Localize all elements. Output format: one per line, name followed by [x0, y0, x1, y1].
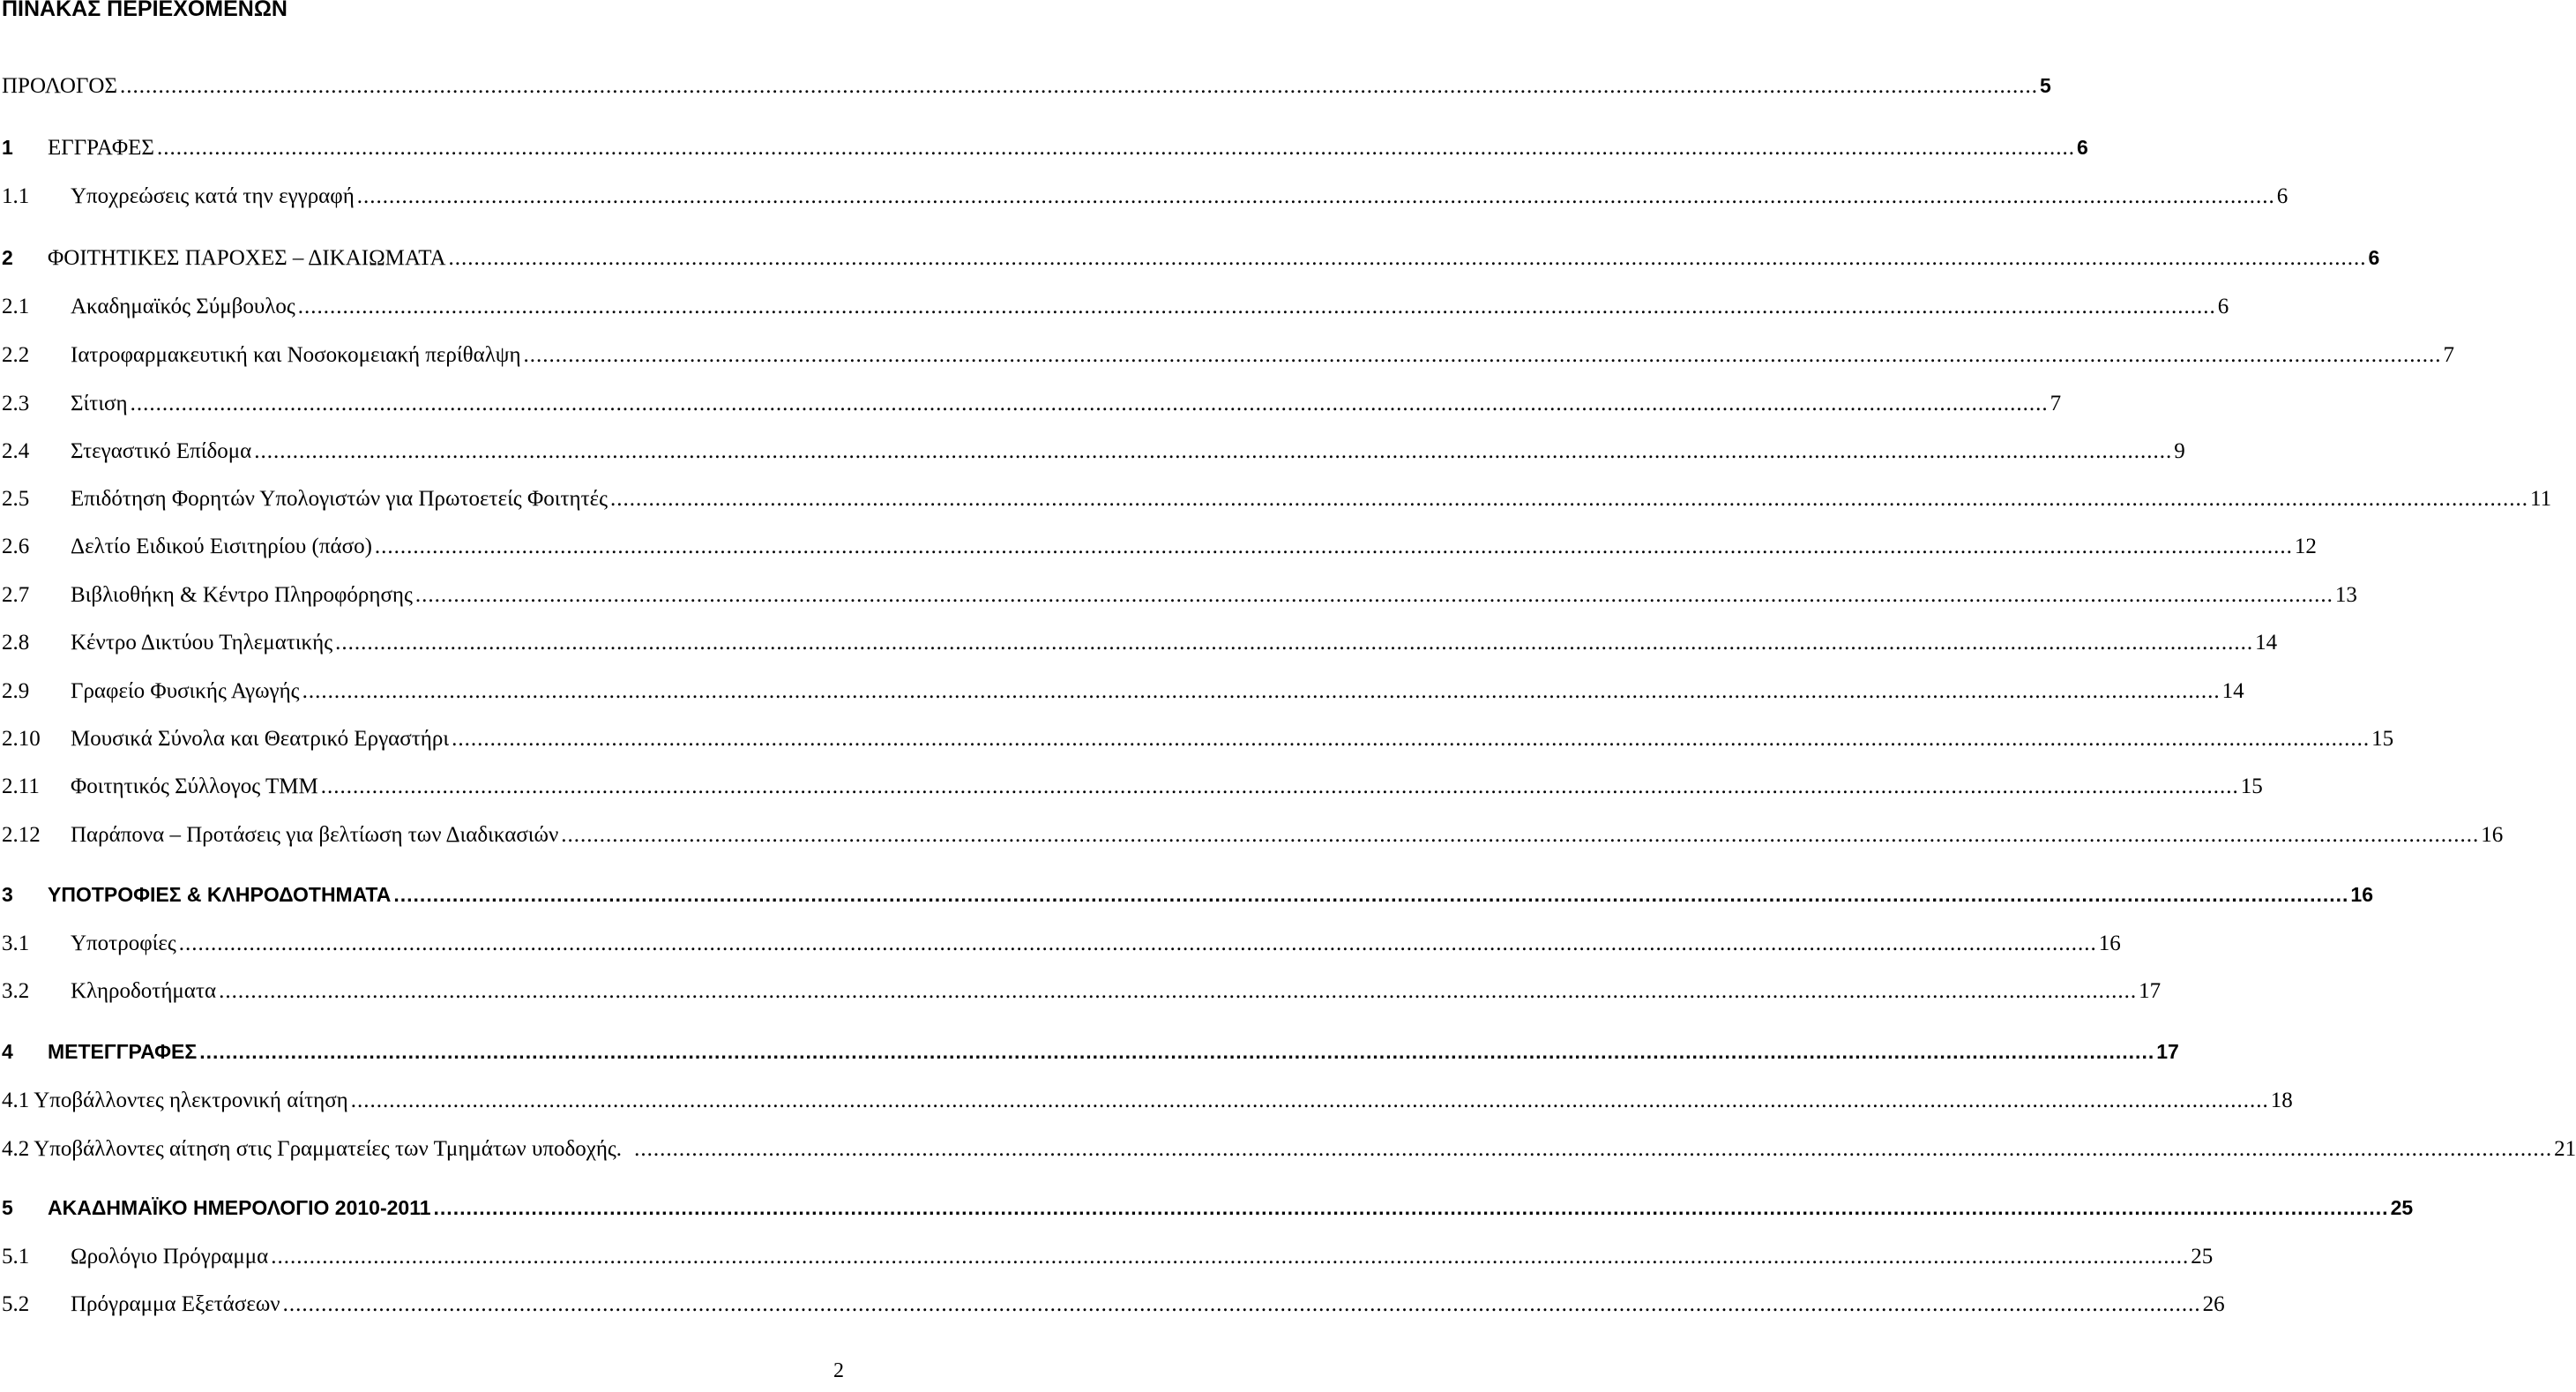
toc-entry-chapter-4[interactable] — [2, 1034, 2179, 1069]
toc-entry-page: 6 — [2076, 136, 2088, 159]
toc-entry-title: Υποχρεώσεις κατά την εγγραφή — [71, 184, 355, 208]
toc-entry-number: 2.7 — [2, 583, 30, 607]
toc-entry-number: 3.2 — [2, 979, 30, 1003]
toc-entry-page: 15 — [2240, 775, 2263, 798]
dot-leader: ............................................................................................................................................................................................................................................................................................................ — [219, 979, 2138, 1003]
toc-entry-5-1[interactable] — [2, 1239, 2214, 1275]
dot-leader: ............................................................................................................................................................................................................................................................................................................ — [120, 74, 2039, 98]
toc-entry-number: 4 — [2, 1040, 13, 1063]
toc-entry-page: 11 — [2530, 487, 2552, 511]
dot-leader: ............................................................................................................................................................................................................................................................................................................ — [523, 343, 2442, 367]
toc-entry-page: 6 — [2368, 246, 2380, 269]
dot-leader: ............................................................................................................................................................................................................................................................................................................ — [302, 679, 2221, 703]
toc-entry-page: 16 — [2350, 883, 2374, 906]
toc-entry-number: 5 — [2, 1196, 13, 1219]
toc-entry-page: 25 — [2191, 1245, 2214, 1269]
toc-entry-page: 26 — [2202, 1292, 2225, 1316]
toc-entry-page: 14 — [2255, 631, 2278, 655]
dot-leader: ............................................................................................................................................................................................................................................................................................................ — [414, 583, 2333, 607]
toc-entry-number: 2.6 — [2, 535, 30, 558]
toc-entry-page: 17 — [2156, 1040, 2179, 1063]
toc-entry-2-5[interactable] — [2, 482, 2552, 517]
dot-leader: ............................................................................................................................................................................................................................................................................................................ — [356, 184, 2275, 208]
toc-entry-1-1[interactable] — [2, 179, 2289, 214]
toc-entry-title: Σίτιση — [71, 392, 128, 415]
toc-entry-number: 4.1 — [2, 1089, 30, 1112]
dot-leader: ............................................................................................................................................................................................................................................................................................................ — [199, 1040, 2155, 1063]
toc-entry-page: 16 — [2481, 823, 2504, 847]
dot-leader: ............................................................................................................................................................................................................................................................................................................ — [561, 823, 2480, 847]
toc-entry-number: 2.5 — [2, 487, 30, 511]
toc-entry-page: 16 — [2098, 932, 2121, 955]
toc-entry-chapter-3[interactable] — [2, 877, 2374, 912]
toc-entry-2-6[interactable] — [2, 529, 2317, 565]
dot-leader: ............................................................................................................................................................................................................................................................................................................ — [374, 535, 2293, 558]
toc-entry-number: 4.2 — [2, 1137, 30, 1161]
toc-entry-3-1[interactable] — [2, 926, 2121, 962]
toc-entry-title: Μουσικά Σύνολα και Θεατρικό Εργαστήρι — [71, 727, 450, 751]
dot-leader: ............................................................................................................................................................................................................................................................................................................ — [130, 392, 2049, 415]
toc-entry-page: 7 — [2443, 343, 2455, 367]
dot-leader: ............................................................................................................................................................................................................................................................................................................ — [448, 246, 2367, 270]
toc-entry-page: 6 — [2217, 295, 2229, 318]
toc-entry-5-2[interactable] — [2, 1287, 2225, 1322]
toc-entry-title: Βιβλιοθήκη & Κέντρο Πληροφόρησης — [71, 583, 413, 607]
dot-leader: ............................................................................................................................................................................................................................................................................................................ — [634, 1137, 2553, 1161]
toc-entry-title: Πρόγραμμα Εξετάσεων — [71, 1292, 280, 1316]
dot-leader: ............................................................................................................................................................................................................................................................................................................ — [452, 727, 2371, 751]
dot-leader: ............................................................................................................................................................................................................................................................................................................ — [254, 439, 2173, 463]
toc-entry-2-4[interactable] — [2, 434, 2185, 469]
dot-leader: ............................................................................................................................................................................................................................................................................................................ — [297, 295, 2216, 318]
toc-entry-title: Υποτροφίες — [71, 932, 176, 955]
toc-entry-page: 17 — [2139, 979, 2162, 1003]
toc-entry-2-7[interactable] — [2, 578, 2357, 613]
dot-leader: ............................................................................................................................................................................................................................................................................................................ — [156, 136, 2075, 160]
toc-entry-number: 2.8 — [2, 631, 30, 655]
toc-entry-page: 21 — [2554, 1137, 2576, 1161]
dot-leader: ............................................................................................................................................................................................................................................................................................................ — [282, 1292, 2201, 1316]
toc-entry-page: 9 — [2174, 439, 2185, 463]
toc-entry-title: Στεγαστικό Επίδομα — [71, 439, 252, 463]
toc-entry-page: 25 — [2390, 1196, 2414, 1219]
toc-entry-number: 2.4 — [2, 439, 30, 463]
toc-entry-page: 15 — [2371, 727, 2394, 751]
toc-entry-2-9[interactable] — [2, 674, 2244, 709]
toc-entry-number: 3 — [2, 883, 13, 906]
toc-entry-page: 14 — [2221, 679, 2244, 703]
toc-entry-title: ΜΕΤΕΓΓΡΑΦΕΣ — [48, 1040, 198, 1063]
toc-entry-4-1[interactable] — [2, 1083, 2293, 1119]
toc-entry-prologue[interactable] — [2, 68, 2051, 103]
dot-leader: ............................................................................................................................................................................................................................................................................................................ — [178, 932, 2097, 955]
toc-entry-title: ΕΓΓΡΑΦΕΣ — [48, 136, 154, 160]
toc-entry-chapter-2[interactable] — [2, 240, 2380, 275]
toc-entry-title: ΑΚΑΔΗΜΑΪΚΟ ΗΜΕΡΟΛΟΓΙΟ 2010-2011 — [48, 1196, 431, 1219]
page-number: 2 — [833, 1359, 844, 1382]
toc-entry-title: Κέντρο Δικτύου Τηλεματικής — [71, 631, 333, 655]
toc-entry-2-10[interactable] — [2, 722, 2394, 757]
dot-leader: ............................................................................................................................................................................................................................................................................................................ — [271, 1245, 2190, 1269]
toc-entry-title: ΦΟΙΤΗΤΙΚΕΣ ΠΑΡΟΧΕΣ – ΔΙΚΑΙΩΜΑΤΑ — [48, 246, 446, 270]
toc-entry-number: 2.10 — [2, 727, 41, 751]
toc-entry-2-11[interactable] — [2, 769, 2263, 805]
toc-entry-2-2[interactable] — [2, 338, 2455, 373]
toc-entry-title: Υποβάλλοντες αίτηση στις Γραμματείες των Τμημάτων υποδοχής. — [34, 1137, 623, 1161]
toc-entry-number: 2.9 — [2, 679, 30, 703]
toc-entry-title: Ιατροφαρμακευτική και Νοσοκομειακή περίθαλψη — [71, 343, 521, 367]
dot-leader: ............................................................................................................................................................................................................................................................................................................ — [350, 1089, 2269, 1112]
toc-heading: ΠΙΝΑΚΑΣ ΠΕΡΙΕΧΟΜΕΝΩΝ — [2, 0, 287, 21]
toc-entry-number: 5.2 — [2, 1292, 30, 1316]
toc-entry-title: ΥΠΟΤΡΟΦΙΕΣ & ΚΛΗΡΟΔΟΤΗΜΑΤΑ — [48, 883, 392, 906]
toc-entry-title: Φοιτητικός Σύλλογος ΤΜΜ — [71, 775, 318, 798]
toc-entry-2-3[interactable] — [2, 386, 2062, 422]
toc-entry-page: 6 — [2276, 184, 2289, 208]
toc-entry-page: 7 — [2050, 392, 2062, 415]
toc-entry-title: Υποβάλλοντες ηλεκτρονική αίτηση — [34, 1089, 348, 1112]
toc-entry-chapter-5[interactable] — [2, 1190, 2414, 1225]
toc-entry-chapter-1[interactable] — [2, 130, 2088, 165]
toc-entry-2-1[interactable] — [2, 289, 2229, 325]
toc-entry-4-2[interactable] — [2, 1132, 2576, 1167]
toc-entry-number: 2.2 — [2, 343, 30, 367]
toc-entry-title: Ωρολόγιο Πρόγραμμα — [71, 1245, 269, 1269]
toc-entry-page: 12 — [2294, 535, 2317, 558]
toc-entry-title: Επιδότηση Φορητών Υπολογιστών για Πρωτοετείς Φοιτητές — [71, 487, 609, 511]
toc-entry-2-8[interactable] — [2, 625, 2278, 661]
toc-entry-title: ΠΡΟΛΟΓΟΣ — [2, 74, 118, 98]
toc-entry-number: 5.1 — [2, 1245, 30, 1269]
toc-entry-number: 2.11 — [2, 775, 40, 798]
dot-leader: ............................................................................................................................................................................................................................................................................................................ — [610, 487, 2529, 511]
toc-entry-title: Παράπονα – Προτάσεις για βελτίωση των Διαδικασιών — [71, 823, 559, 847]
toc-entry-number: 1 — [2, 136, 13, 159]
toc-entry-page: 13 — [2334, 583, 2357, 607]
toc-entry-page: 18 — [2270, 1089, 2293, 1112]
toc-entry-title: Κληροδοτήματα — [71, 979, 217, 1003]
toc-entry-number: 2.1 — [2, 295, 30, 318]
toc-entry-number: 2 — [2, 246, 13, 269]
toc-entry-number: 1.1 — [2, 184, 30, 208]
toc-entry-3-2[interactable] — [2, 974, 2162, 1009]
dot-leader: ............................................................................................................................................................................................................................................................................................................ — [433, 1196, 2389, 1219]
toc-entry-number: 2.3 — [2, 392, 30, 415]
dot-leader: ............................................................................................................................................................................................................................................................................................................ — [393, 883, 2349, 906]
toc-entry-2-12[interactable] — [2, 818, 2504, 853]
toc-entry-title: Ακαδημαϊκός Σύμβουλος — [71, 295, 295, 318]
toc-entry-page: 5 — [2040, 74, 2051, 97]
toc-entry-title: Δελτίο Ειδικού Εισιτηρίου (πάσο) — [71, 535, 372, 558]
dot-leader: ............................................................................................................................................................................................................................................................................................................ — [335, 631, 2254, 655]
toc-entry-number: 3.1 — [2, 932, 30, 955]
toc-entry-number: 2.12 — [2, 823, 41, 847]
toc-entry-title: Γραφείο Φυσικής Αγωγής — [71, 679, 300, 703]
dot-leader: ............................................................................................................................................................................................................................................................................................................ — [320, 775, 2239, 798]
